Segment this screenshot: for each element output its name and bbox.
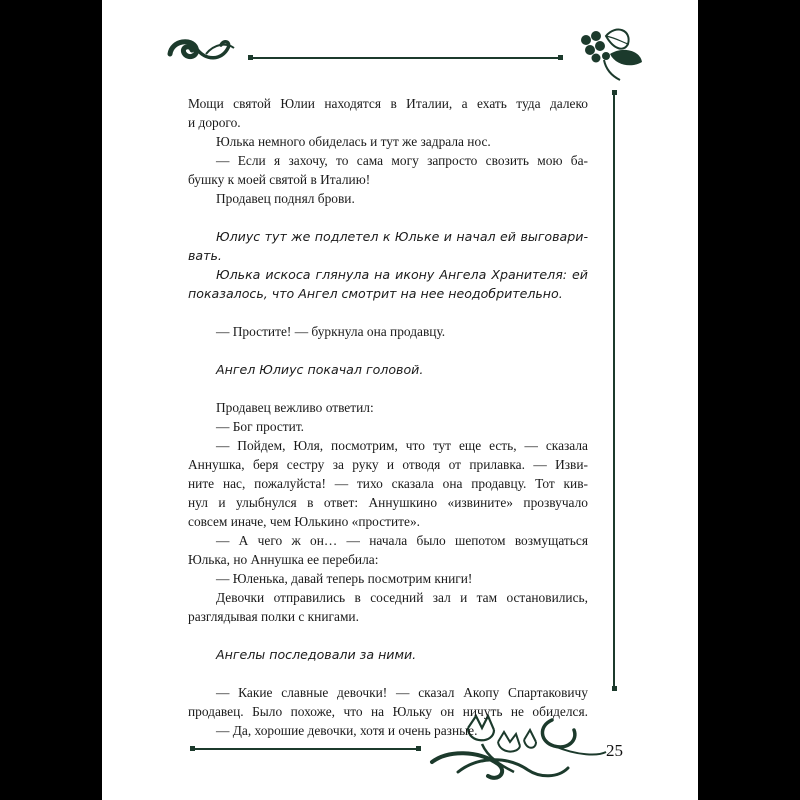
- text-line: ните нас, пожалуйста! — тихо сказала она продавцу. Тот кив-: [188, 476, 588, 491]
- italic-text-line: Ангел Юлиус покачал головой.: [216, 362, 424, 377]
- paragraph-gap: [188, 303, 588, 322]
- paragraph-gap: [188, 379, 588, 398]
- text-line: — Какие славные девочки! — сказал Акопу Спартаковичу: [216, 685, 588, 700]
- frame-dot: [612, 686, 617, 691]
- text-line: продавец. Было похоже, что на Юльку он ничуть не обиделся.: [188, 704, 588, 719]
- text-line: и дорого.: [188, 115, 241, 130]
- text-line: совсем иначе, чем Юлькино «простите».: [188, 514, 421, 529]
- text-line: — А чего ж он… — начала было шепотом возмущаться: [216, 533, 588, 548]
- text-line: — Простите! — буркнула она продавцу.: [216, 324, 446, 339]
- italic-text-line: Юлька искоса глянула на икону Ангела Хранителя: ей: [216, 267, 588, 282]
- text-line: Юлька, но Аннушка ее перебила:: [188, 552, 379, 567]
- italic-text-line: Юлиус тут же подлетел к Юльке и начал ей выговари-: [216, 229, 588, 244]
- top-left-swirl-ornament: [166, 34, 238, 68]
- text-line: — Пойдем, Юля, посмотрим, что тут еще есть, — сказала: [216, 438, 588, 453]
- text-line: Продавец вежливо ответил:: [216, 400, 374, 415]
- top-right-berry-leaf-ornament: [576, 26, 646, 82]
- text-line: Мощи святой Юлии находятся в Италии, а ехать туда далеко: [188, 96, 588, 111]
- right-frame-line: [613, 94, 615, 688]
- text-line: Юлька немного обиделась и тут же задрала нос.: [216, 134, 491, 149]
- text-line: нул и улыбнулся в ответ: Аннушкино «извините» прозвучало: [188, 495, 588, 510]
- text-line: разглядывая полки с книгами.: [188, 609, 359, 624]
- italic-text-line: Ангелы последовали за ними.: [216, 647, 417, 662]
- left-dark-margin: [0, 0, 102, 800]
- text-line: — Юленька, давай теперь посмотрим книги!: [216, 571, 473, 586]
- right-dark-margin: [698, 0, 800, 800]
- text-line: Продавец поднял брови.: [216, 191, 355, 206]
- paragraph-gap: [188, 341, 588, 360]
- paragraph-gap: [188, 626, 588, 645]
- frame-dot: [558, 55, 563, 60]
- page-number: 25: [606, 741, 623, 760]
- italic-text-line: вать.: [188, 248, 222, 263]
- paragraph-gap: [188, 208, 588, 227]
- text-line: — Бог простит.: [216, 419, 305, 434]
- paragraph-gap: [188, 664, 588, 683]
- text-line: Аннушка, беря сестру за руку и отводя от прилавка. — Изви-: [188, 457, 588, 472]
- bottom-frame-line: [194, 748, 418, 750]
- text-line: — Да, хорошие девочки, хотя и очень разные.: [216, 723, 478, 738]
- italic-text-line: показалось, что Ангел смотрит на нее неодобрительно.: [188, 286, 563, 301]
- frame-dot: [416, 746, 421, 751]
- text-line: Девочки отправились в соседний зал и там остановились,: [216, 590, 588, 605]
- top-frame-line: [252, 57, 560, 59]
- book-page: [102, 0, 698, 800]
- text-line: бушку к моей святой в Италию!: [188, 172, 371, 187]
- text-line: — Если я захочу, то сама могу запросто свозить мою ба-: [216, 153, 588, 168]
- body-text: [188, 94, 588, 740]
